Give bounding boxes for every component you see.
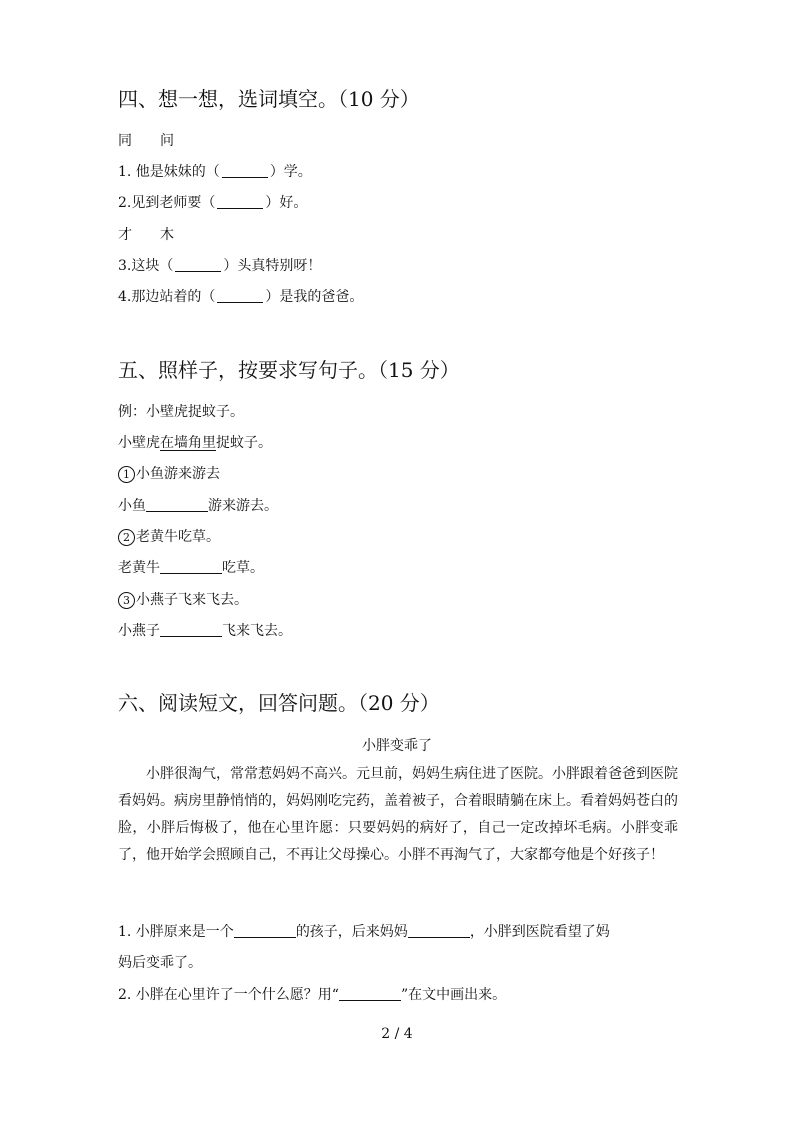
item-fill: 小鱼 游来游去。 — [118, 498, 278, 514]
question-6-1: 1. 小胖原来是一个 的孩子，后来妈妈 ，小胖到医院看望了妈 — [118, 924, 610, 940]
example-sentence: 例：小壁虎捉蚊子。 — [118, 404, 244, 420]
answer-blank[interactable] — [408, 923, 470, 938]
question-4-3: 3.这块（ ）头真特别呀！ — [118, 258, 322, 274]
question-6-2: 2. 小胖在心里许了一个什么愿？用“ ”在文中画出来。 — [118, 987, 507, 1003]
passage-text: 小胖很淘气，常常惹妈妈不高兴。元旦前，妈妈生病住进了医院。小胖跟着爸爸到医院看妈妈。病房里静悄悄的，妈妈刚吃完药，盖着被子，合着眼睛躺在床上。看着妈妈苍白的脸，小胖后悔极了，他在心里许愿：只要妈妈的病好了，自己一定改掉坏毛病。小胖变乖了，他开始学会照顾自己，不再让父母操心。小胖不再淘气了，大家都夸他是个好孩子！ — [118, 766, 678, 863]
answer-blank[interactable] — [160, 622, 222, 637]
section6-title: 六、阅读短文，回答问题。（20 分） — [118, 691, 440, 715]
word-option: 木 — [160, 227, 174, 243]
word-option: 才 — [118, 227, 132, 243]
answer-blank[interactable] — [339, 986, 401, 1001]
answer-blank[interactable] — [234, 923, 296, 938]
question-6-1-cont: 妈后变乖了。 — [118, 955, 202, 971]
underlined-phrase: 在墙角里 — [160, 435, 216, 451]
item-sentence: 1 小鱼游来游去 — [118, 465, 220, 483]
model-sentence: 小壁虎在墙角里捉蚊子。 — [118, 435, 272, 451]
question-4-2: 2.见到老师要（ ）好。 — [118, 195, 308, 211]
answer-blank[interactable] — [146, 497, 208, 512]
answer-blank[interactable] — [175, 257, 221, 272]
word-choice-row-1 — [118, 132, 174, 150]
circled-number: 1 — [118, 466, 135, 483]
section5-title: 五、照样子，按要求写句子。（15 分） — [118, 358, 460, 382]
circled-number: 3 — [118, 592, 135, 609]
question-4-1: 1. 他是妹妹的（ ）学。 — [118, 164, 312, 180]
word-option: 问 — [160, 133, 174, 149]
circled-number: 2 — [118, 529, 135, 546]
passage-title: 小胖变乖了 — [362, 738, 432, 754]
answer-blank[interactable] — [217, 288, 263, 303]
question-4-4: 4.那边站着的（ ）是我的爸爸。 — [118, 289, 364, 305]
section4-title: 四、想一想，选词填空。（10 分） — [118, 87, 420, 111]
item-fill: 老黄牛 吃草。 — [118, 560, 264, 576]
word-choice-row-2 — [118, 226, 174, 244]
answer-blank[interactable] — [217, 194, 263, 209]
item-fill: 小燕子 飞来飞去。 — [118, 623, 292, 639]
word-option: 同 — [118, 133, 132, 149]
item-sentence: 2 老黄牛吃草。 — [118, 528, 220, 546]
answer-blank[interactable] — [222, 163, 268, 178]
item-sentence: 3 小燕子飞来飞去。 — [118, 591, 248, 609]
page-number: 2 / 4 — [381, 1026, 413, 1042]
answer-blank[interactable] — [160, 559, 222, 574]
